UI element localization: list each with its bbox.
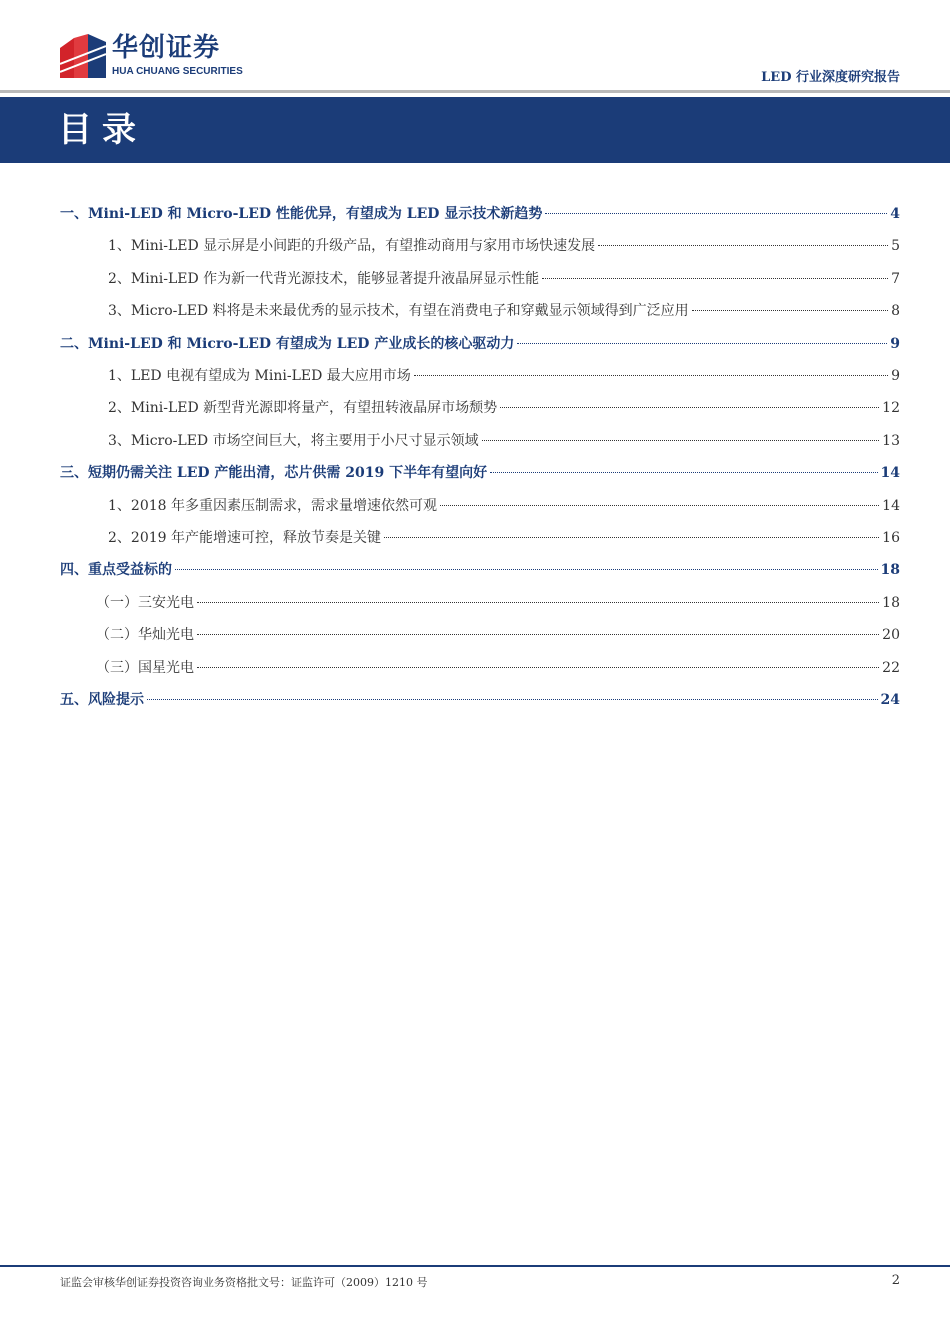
toc-entry[interactable] <box>60 625 900 645</box>
toc-dot-leader <box>545 213 887 214</box>
page-title: 目录 <box>58 110 146 150</box>
toc-entry[interactable] <box>60 334 900 354</box>
toc-dot-leader <box>147 699 878 700</box>
toc-entry-title: 3、Micro-LED 市场空间巨大，将主要用于小尺寸显示领域 <box>108 432 479 449</box>
toc-entry-page: 4 <box>890 206 900 222</box>
toc-entry[interactable] <box>60 269 900 289</box>
report-type-label: LED 行业深度研究报告 <box>761 70 900 85</box>
toc-entry[interactable] <box>60 431 900 451</box>
toc-entry-title: 1、LED 电视有望成为 Mini-LED 最大应用市场 <box>108 368 411 384</box>
toc-dot-leader <box>490 472 877 473</box>
page-number: 2 <box>891 1273 900 1288</box>
toc-entry[interactable] <box>60 301 900 321</box>
toc-entry-page: 18 <box>880 562 900 579</box>
toc-entry-page: 20 <box>882 627 900 644</box>
toc-entry-title: （一）三安光电 <box>96 594 194 611</box>
page-header <box>0 0 950 96</box>
toc-dot-leader <box>500 407 879 408</box>
footer-divider <box>0 1265 950 1267</box>
toc-dot-leader <box>197 667 879 668</box>
toc-entry[interactable] <box>60 398 900 418</box>
toc-entry[interactable] <box>60 528 900 548</box>
toc-entry[interactable] <box>60 204 900 224</box>
toc-dot-leader <box>175 569 878 570</box>
toc-entry-page: 9 <box>890 335 900 352</box>
toc-entry-page: 7 <box>891 270 900 287</box>
toc-entry-title: 2、Mini-LED 新型背光源即将量产，有望扭转液晶屏市场颓势 <box>108 400 498 417</box>
toc-entry[interactable] <box>60 496 900 516</box>
toc-entry-title: 1、Mini-LED 显示屏是小间距的升级产品，有望推动商用与家用市场快速发展 <box>108 238 596 255</box>
toc-entry[interactable] <box>60 236 900 256</box>
toc-entry-page: 5 <box>891 238 900 255</box>
toc-dot-leader <box>482 440 880 441</box>
toc-entry[interactable] <box>60 463 900 483</box>
toc-entry-title: 2、2019 年产能增速可控，释放节奏是关键 <box>108 530 381 546</box>
company-name-cn: 华创证券 <box>112 33 221 63</box>
toc-entry-title: （二）华灿光电 <box>96 627 194 644</box>
toc-entry-page: 14 <box>882 497 900 514</box>
toc-entry-title: 2、Mini-LED 作为新一代背光源技术，能够显著提升液晶屏显示性能 <box>108 270 540 287</box>
footer-license-text: 证监会审核华创证券投资咨询业务资格批文号：证监许可（2009）1210 号 <box>60 1276 428 1289</box>
toc-entry-title: （三）国星光电 <box>96 659 194 676</box>
toc-entry-page: 24 <box>880 692 900 708</box>
toc-entry-title: 四、重点受益标的 <box>60 562 172 579</box>
toc-entry-title: 五、风险提示 <box>60 692 144 708</box>
toc-dot-leader <box>414 375 888 376</box>
company-name-en: HUA CHUANG SECURITIES <box>112 66 243 77</box>
toc-entry-page: 14 <box>880 465 900 482</box>
toc-entry-title: 3、Micro-LED 料将是未来最优秀的显示技术，有望在消费电子和穿戴显示领域得到广泛应用 <box>108 303 689 320</box>
toc-entry-page: 13 <box>882 432 900 449</box>
toc-entry-title: 二、Mini-LED 和 Micro-LED 有望成为 LED 产业成长的核心驱动力 <box>60 335 515 352</box>
toc-dot-leader <box>197 634 879 635</box>
toc-dot-leader <box>598 245 888 246</box>
toc-dot-leader <box>692 310 888 311</box>
toc-entry-page: 16 <box>882 530 900 546</box>
toc-entry-page: 9 <box>891 368 900 384</box>
toc-entry-page: 18 <box>882 594 900 611</box>
toc-entry[interactable] <box>60 560 900 580</box>
toc-dot-leader <box>517 343 887 344</box>
toc-entry-title: 三、短期仍需关注 LED 产能出清，芯片供需 2019 下半年有望向好 <box>60 465 488 482</box>
toc-dot-leader <box>440 505 879 506</box>
company-logo-icon <box>60 34 106 78</box>
header-divider <box>0 90 950 93</box>
toc-dot-leader <box>542 278 888 279</box>
toc-entry[interactable] <box>60 690 900 710</box>
toc-dot-leader <box>197 602 879 603</box>
toc-entry-page: 12 <box>882 400 900 417</box>
toc-entry-page: 22 <box>882 659 900 676</box>
toc-entry-title: 一、Mini-LED 和 Micro-LED 性能优异，有望成为 LED 显示技术新趋势 <box>60 206 543 222</box>
toc-dot-leader <box>384 537 879 538</box>
toc-entry-title: 1、2018 年多重因素压制需求，需求量增速依然可观 <box>108 497 437 514</box>
toc-entry[interactable] <box>60 593 900 613</box>
toc-entry-page: 8 <box>891 303 900 320</box>
title-band <box>0 97 950 163</box>
toc-entry[interactable] <box>60 658 900 678</box>
toc-entry[interactable] <box>60 366 900 386</box>
